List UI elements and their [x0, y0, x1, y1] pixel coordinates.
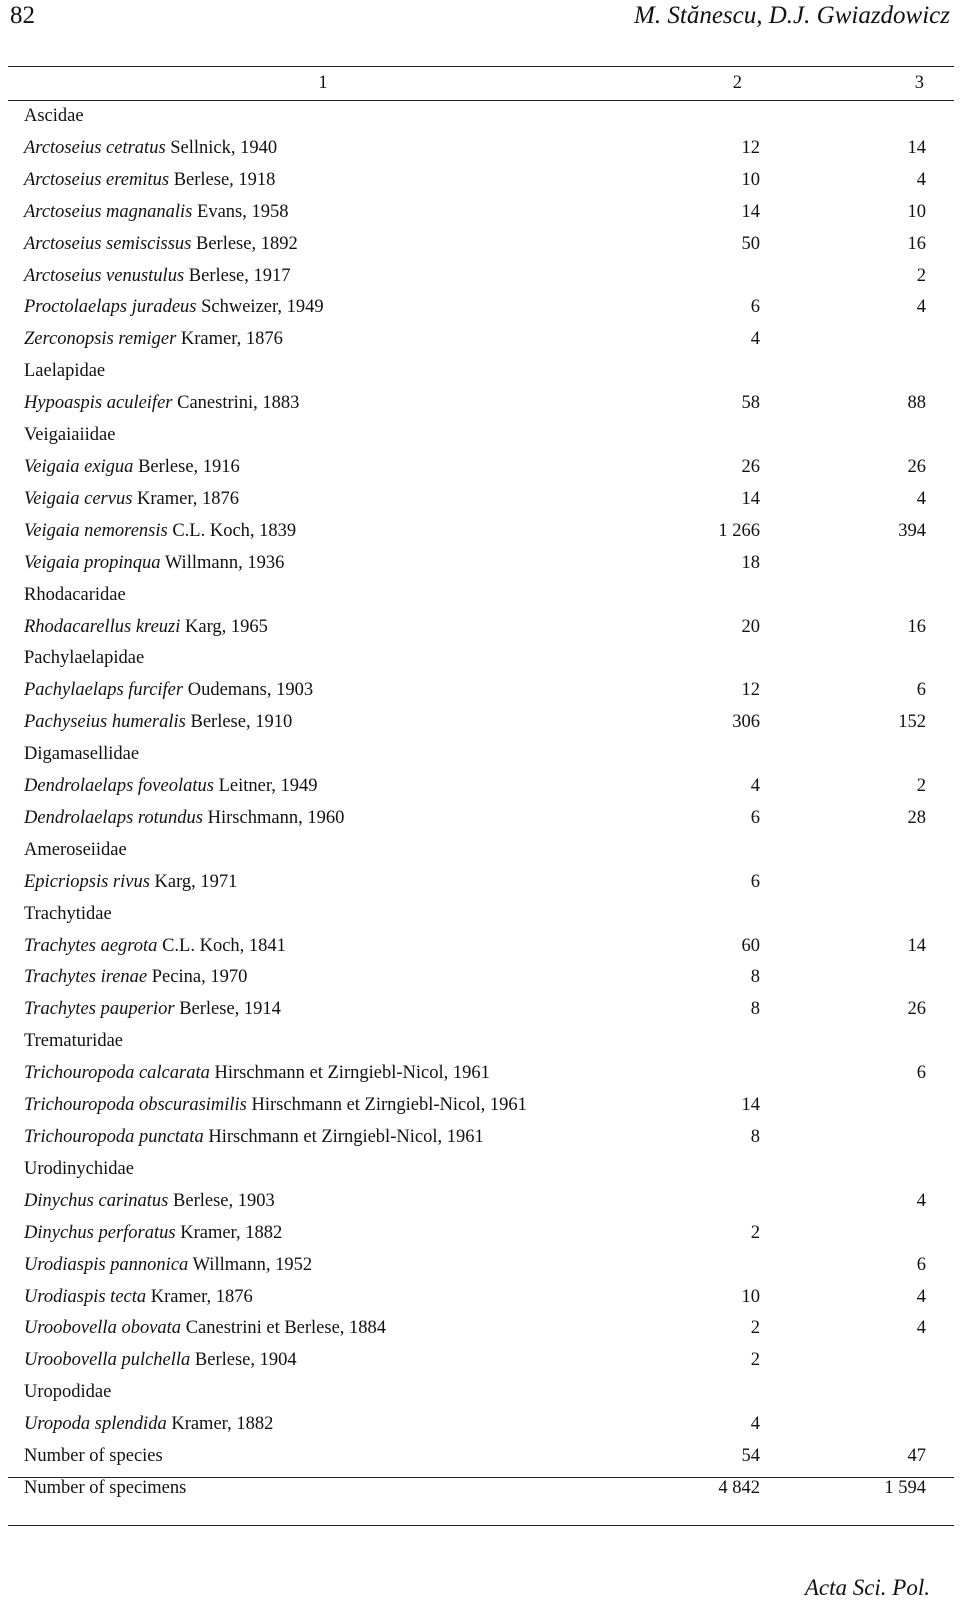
count-column-2: 60	[741, 935, 760, 956]
family-name: Pachylaelapidae	[24, 648, 145, 669]
taxon-cell	[8, 803, 622, 835]
table-row	[8, 292, 954, 324]
count-column-2: 6	[750, 297, 760, 318]
count-column-3: 16	[907, 616, 926, 637]
count-column-3: 6	[916, 1063, 926, 1084]
species-author: Kramer, 1882	[171, 1414, 274, 1435]
species-author: Hirschmann, 1960	[207, 807, 345, 828]
count-column-3: 4	[916, 297, 926, 318]
count-column-2: 6	[750, 871, 760, 892]
taxon-cell	[8, 1218, 622, 1250]
taxon-cell	[8, 931, 622, 963]
taxon-cell	[8, 1441, 622, 1473]
count-column-2: 58	[741, 393, 760, 414]
species-name: Urodiaspis pannonica	[24, 1254, 189, 1275]
count-column-3: 4	[916, 1190, 926, 1211]
species-author: Canestrini et Berlese, 1884	[185, 1318, 387, 1339]
count-column-2: 4	[750, 776, 760, 797]
species-author: Sellnick, 1940	[170, 137, 278, 158]
count-column-3	[764, 1218, 954, 1250]
count-column-2	[622, 420, 764, 452]
summary-label: Number of specimens	[24, 1477, 187, 1498]
family-name: Uropodidae	[24, 1382, 112, 1403]
count-column-2: 54	[741, 1446, 760, 1467]
table-row	[8, 165, 954, 197]
count-column-3: 1 594	[884, 1477, 926, 1498]
species-name: Uropoda splendida	[24, 1414, 167, 1435]
count-column-2	[622, 1250, 764, 1282]
count-column-3	[764, 1026, 954, 1058]
taxon-cell	[8, 612, 622, 644]
taxon-cell	[8, 1154, 622, 1186]
taxon-cell	[8, 388, 622, 420]
count-column-2: 12	[741, 137, 760, 158]
family-row	[8, 420, 954, 452]
count-column-2: 10	[741, 169, 760, 190]
table-row	[8, 548, 954, 580]
running-head: M. Stănescu, D.J. Gwiazdowicz	[634, 2, 950, 29]
taxon-cell	[8, 707, 622, 739]
count-column-3	[764, 101, 954, 133]
count-column-3: 2	[916, 265, 926, 286]
count-column-2: 8	[750, 999, 760, 1020]
count-column-2: 4	[750, 1414, 760, 1435]
family-name: Veigaiaiidae	[24, 425, 116, 446]
taxon-cell	[8, 1313, 622, 1345]
taxon-cell	[8, 548, 622, 580]
count-column-2: 14	[741, 201, 760, 222]
family-name: Trachytidae	[24, 903, 112, 924]
count-column-3: 26	[907, 999, 926, 1020]
count-column-2	[622, 580, 764, 612]
taxon-cell	[8, 675, 622, 707]
table-row	[8, 388, 954, 420]
count-column-3	[764, 867, 954, 899]
count-column-2: 1 266	[718, 520, 760, 541]
count-column-2	[622, 1377, 764, 1409]
taxon-cell	[8, 1282, 622, 1314]
family-row	[8, 643, 954, 675]
species-author: Schweizer, 1949	[201, 297, 324, 318]
species-name: Dendrolaelaps rotundus	[24, 807, 204, 828]
count-column-3	[764, 548, 954, 580]
species-author: Berlese, 1918	[173, 169, 276, 190]
count-column-3	[764, 1090, 954, 1122]
table-row	[8, 261, 954, 293]
taxon-cell	[8, 292, 622, 324]
table-row	[8, 1345, 954, 1377]
count-column-2: 4 842	[718, 1477, 760, 1498]
species-name: Trachytes pauperior	[24, 999, 175, 1020]
count-column-3: 4	[916, 1318, 926, 1339]
family-row	[8, 1154, 954, 1186]
family-name: Rhodacaridae	[24, 584, 126, 605]
taxon-cell	[8, 324, 622, 356]
taxon-cell	[8, 1122, 622, 1154]
species-name: Arctoseius venustulus	[24, 265, 185, 286]
taxon-cell	[8, 261, 622, 293]
count-column-2: 14	[741, 488, 760, 509]
table-row	[8, 994, 954, 1026]
count-column-2	[622, 261, 764, 293]
family-row	[8, 580, 954, 612]
species-author: Berlese, 1910	[190, 712, 293, 733]
family-name: Ameroseiidae	[24, 839, 127, 860]
count-column-2	[622, 899, 764, 931]
taxon-cell	[8, 580, 622, 612]
taxon-cell	[8, 452, 622, 484]
summary-row	[8, 1441, 954, 1473]
species-name: Arctoseius magnanalis	[24, 201, 193, 222]
count-column-3	[764, 420, 954, 452]
species-author: Evans, 1958	[197, 201, 289, 222]
species-name: Proctolaelaps juradeus	[24, 297, 197, 318]
taxon-cell	[8, 1058, 622, 1090]
count-column-3: 394	[898, 520, 926, 541]
taxon-cell	[8, 356, 622, 388]
count-column-2: 10	[741, 1286, 760, 1307]
count-column-3	[764, 1154, 954, 1186]
species-author: Berlese, 1914	[179, 999, 281, 1020]
taxon-cell	[8, 739, 622, 771]
species-name: Trichouropoda punctata	[24, 1127, 204, 1147]
table-row	[8, 229, 954, 261]
count-column-3: 26	[907, 456, 926, 477]
table-row	[8, 1058, 954, 1090]
table-row	[8, 452, 954, 484]
species-author: Berlese, 1892	[195, 233, 298, 254]
count-column-3	[764, 643, 954, 675]
table-row	[8, 1313, 954, 1345]
taxon-cell	[8, 516, 622, 548]
species-author: Canestrini, 1883	[177, 393, 300, 414]
family-row	[8, 101, 954, 133]
count-column-3	[764, 1409, 954, 1441]
species-author: Hirschmann et Zirngiebl-Nicol, 1961	[208, 1127, 484, 1147]
count-column-3	[764, 324, 954, 356]
table-header-row	[8, 67, 954, 101]
taxon-cell	[8, 1250, 622, 1282]
table-row	[8, 1409, 954, 1441]
count-column-3	[764, 899, 954, 931]
family-row	[8, 1377, 954, 1409]
table-row	[8, 962, 954, 994]
species-name: Veigaia nemorensis	[24, 520, 168, 541]
count-column-3	[764, 1122, 954, 1154]
table-row	[8, 133, 954, 165]
species-name: Arctoseius cetratus	[24, 137, 166, 158]
species-author: Willmann, 1936	[164, 552, 285, 573]
count-column-3: 2	[916, 776, 926, 797]
count-column-2	[622, 101, 764, 133]
column-header-3: 3	[914, 73, 924, 93]
species-name: Veigaia propinqua	[24, 552, 161, 573]
table-row	[8, 675, 954, 707]
species-author: Hirschmann et Zirngiebl-Nicol, 1961	[251, 1095, 527, 1116]
count-column-2: 50	[741, 233, 760, 254]
species-name: Arctoseius semiscissus	[24, 233, 192, 254]
table-row	[8, 931, 954, 963]
species-name: Veigaia cervus	[24, 488, 133, 509]
summary-label: Number of species	[24, 1446, 163, 1467]
count-column-3: 28	[907, 807, 926, 828]
species-author: Hirschmann et Zirngiebl-Nicol, 1961	[214, 1063, 490, 1084]
taxon-cell	[8, 133, 622, 165]
taxon-cell	[8, 229, 622, 261]
table-row	[8, 484, 954, 516]
taxon-cell	[8, 484, 622, 516]
table-row	[8, 867, 954, 899]
species-author: Karg, 1965	[185, 616, 268, 637]
species-name: Dinychus perforatus	[24, 1222, 176, 1243]
taxon-cell	[8, 420, 622, 452]
species-name: Arctoseius eremitus	[24, 169, 170, 190]
species-author: Kramer, 1882	[180, 1222, 283, 1243]
species-name: Dendrolaelaps foveolatus	[24, 776, 214, 797]
taxon-cell	[8, 165, 622, 197]
count-column-2: 26	[741, 456, 760, 477]
count-column-2: 12	[741, 680, 760, 701]
count-column-2	[622, 643, 764, 675]
species-name: Epicriopsis rivus	[24, 871, 150, 892]
count-column-3: 14	[907, 137, 926, 158]
table-bottom-rule	[8, 1477, 954, 1478]
count-column-3	[764, 1377, 954, 1409]
species-name: Hypoaspis aculeifer	[24, 393, 173, 414]
family-row	[8, 739, 954, 771]
column-header-1: 1	[318, 73, 328, 93]
table-row	[8, 324, 954, 356]
taxon-cell	[8, 899, 622, 931]
table-row	[8, 612, 954, 644]
family-row	[8, 899, 954, 931]
taxon-cell	[8, 962, 622, 994]
count-column-2: 306	[732, 712, 760, 733]
family-row	[8, 1026, 954, 1058]
species-name: Pachylaelaps furcifer	[24, 680, 184, 701]
count-column-2	[622, 1058, 764, 1090]
family-name: Trematuridae	[24, 1031, 123, 1052]
species-author: Kramer, 1876	[150, 1286, 253, 1307]
taxon-cell	[8, 1186, 622, 1218]
count-column-3: 4	[916, 169, 926, 190]
taxon-cell	[8, 1409, 622, 1441]
taxon-cell	[8, 1345, 622, 1377]
species-name: Uroobovella obovata	[24, 1318, 182, 1339]
count-column-3	[764, 580, 954, 612]
column-header-2: 2	[732, 73, 742, 93]
footer-rule	[8, 1525, 954, 1526]
species-author: Berlese, 1903	[173, 1190, 275, 1211]
species-author: Willmann, 1952	[192, 1254, 313, 1275]
count-column-3: 152	[898, 712, 926, 733]
table-row	[8, 1218, 954, 1250]
table-row	[8, 1282, 954, 1314]
species-author: Karg, 1971	[154, 871, 238, 892]
species-author: C.L. Koch, 1839	[172, 520, 297, 541]
count-column-2: 2	[750, 1350, 760, 1371]
species-name: Veigaia exigua	[24, 456, 134, 477]
species-author: Leitner, 1949	[218, 776, 318, 797]
table-row	[8, 1090, 954, 1122]
family-name: Digamasellidae	[24, 744, 140, 765]
count-column-2	[622, 739, 764, 771]
page-number: 82	[10, 2, 35, 29]
species-name: Uroobovella pulchella	[24, 1350, 191, 1371]
count-column-3	[764, 356, 954, 388]
species-table	[8, 67, 954, 1505]
count-column-3	[764, 835, 954, 867]
species-author: Kramer, 1876	[180, 329, 283, 350]
species-name: Trichouropoda obscurasimilis	[24, 1095, 247, 1116]
count-column-2: 6	[750, 807, 760, 828]
species-author: Pecina, 1970	[151, 967, 248, 988]
species-name: Trachytes aegrota	[24, 935, 158, 956]
count-column-3: 47	[907, 1446, 926, 1467]
count-column-2: 4	[750, 329, 760, 350]
count-column-3: 88	[907, 393, 926, 414]
family-name: Laelapidae	[24, 361, 106, 382]
count-column-2: 20	[741, 616, 760, 637]
species-author: Berlese, 1904	[194, 1350, 297, 1371]
taxon-cell	[8, 867, 622, 899]
table-row	[8, 771, 954, 803]
count-column-2	[622, 835, 764, 867]
species-author: Oudemans, 1903	[187, 680, 314, 701]
species-name: Urodiaspis tecta	[24, 1286, 147, 1307]
count-column-2	[622, 1186, 764, 1218]
count-column-2: 8	[750, 967, 760, 988]
species-author: Kramer, 1876	[137, 488, 240, 509]
table-row	[8, 1122, 954, 1154]
table-row	[8, 707, 954, 739]
species-author: C.L. Koch, 1841	[162, 935, 286, 956]
table-row	[8, 197, 954, 229]
count-column-2: 8	[750, 1127, 760, 1147]
count-column-2: 2	[750, 1318, 760, 1339]
species-name: Zerconopsis remiger	[24, 329, 177, 350]
journal-footer: Acta Sci. Pol.	[804, 1575, 930, 1600]
count-column-3: 4	[916, 1286, 926, 1307]
species-name: Trachytes irenae	[24, 967, 148, 988]
taxon-cell	[8, 197, 622, 229]
count-column-3: 16	[907, 233, 926, 254]
count-column-2	[622, 1026, 764, 1058]
taxon-cell	[8, 101, 622, 133]
taxon-cell	[8, 771, 622, 803]
taxon-cell	[8, 1026, 622, 1058]
species-name: Rhodacarellus kreuzi	[24, 616, 181, 637]
species-name: Pachyseius humeralis	[24, 712, 186, 733]
count-column-3: 6	[916, 680, 926, 701]
count-column-2: 14	[741, 1095, 760, 1116]
count-column-3: 14	[907, 935, 926, 956]
species-name: Dinychus carinatus	[24, 1190, 169, 1211]
taxon-cell	[8, 994, 622, 1026]
count-column-3	[764, 962, 954, 994]
taxon-cell	[8, 1090, 622, 1122]
table-row	[8, 803, 954, 835]
count-column-3	[764, 739, 954, 771]
taxon-cell	[8, 835, 622, 867]
count-column-3: 10	[907, 201, 926, 222]
count-column-3	[764, 1345, 954, 1377]
species-name: Trichouropoda calcarata	[24, 1063, 210, 1084]
family-row	[8, 835, 954, 867]
table-row	[8, 1250, 954, 1282]
taxon-cell	[8, 1377, 622, 1409]
family-name: Ascidae	[24, 106, 84, 126]
count-column-2: 2	[750, 1222, 760, 1243]
count-column-3: 6	[916, 1254, 926, 1275]
count-column-2: 18	[741, 552, 760, 573]
count-column-2	[622, 356, 764, 388]
species-author: Berlese, 1917	[188, 265, 291, 286]
family-row	[8, 356, 954, 388]
count-column-2	[622, 1154, 764, 1186]
family-name: Urodinychidae	[24, 1158, 134, 1179]
species-author: Berlese, 1916	[138, 456, 240, 477]
table-row	[8, 1186, 954, 1218]
table-row	[8, 516, 954, 548]
count-column-3: 4	[916, 488, 926, 509]
taxon-cell	[8, 643, 622, 675]
